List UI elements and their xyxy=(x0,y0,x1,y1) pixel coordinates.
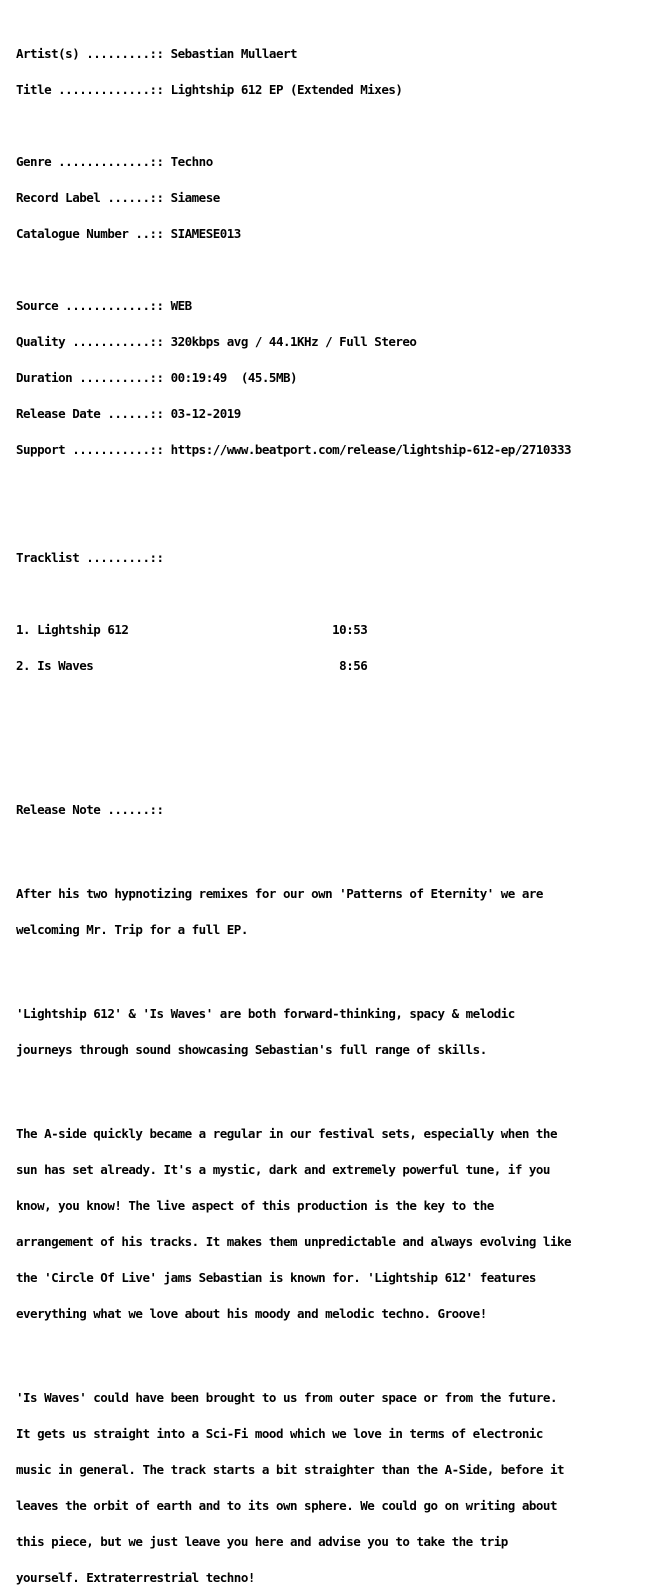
spacer xyxy=(16,1344,571,1356)
nfo-document xyxy=(16,24,571,1596)
note-line: The A-side quickly became a regular in our festival sets, especially when the xyxy=(16,1126,557,1141)
title-line: Title .............:: Lightship 612 EP (Extended Mixes) xyxy=(16,82,403,97)
tracklist-heading: Tracklist .........:: xyxy=(16,550,164,565)
spacer xyxy=(16,768,571,780)
track-row: 1. Lightship 612 10:53 xyxy=(16,622,368,637)
release-date-line: Release Date ......:: 03-12-2019 xyxy=(16,406,241,421)
note-line: welcoming Mr. Trip for a full EP. xyxy=(16,922,248,937)
note-line: yourself. Extraterrestrial techno! xyxy=(16,1570,255,1585)
note-line: music in general. The track starts a bit straighter than the A-Side, before it xyxy=(16,1462,564,1477)
spacer xyxy=(16,696,571,708)
note-line: know, you know! The live aspect of this production is the key to the xyxy=(16,1198,494,1213)
duration-line: Duration ..........:: 00:19:49 (45.5MB) xyxy=(16,370,298,385)
genre-line: Genre .............:: Techno xyxy=(16,154,213,169)
quality-line: Quality ...........:: 320kbps avg / 44.1KHz / Full Stereo xyxy=(16,334,417,349)
track-row: 2. Is Waves 8:56 xyxy=(16,658,368,673)
spacer xyxy=(16,588,571,600)
record-label-line: Record Label ......:: Siamese xyxy=(16,190,220,205)
spacer xyxy=(16,264,571,276)
note-line: the 'Circle Of Live' jams Sebastian is known for. 'Lightship 612' features xyxy=(16,1270,536,1285)
note-line: After his two hypnotizing remixes for our own 'Patterns of Eternity' we are xyxy=(16,886,543,901)
spacer xyxy=(16,732,571,744)
note-line: arrangement of his tracks. It makes them unpredictable and always evolving like xyxy=(16,1234,572,1249)
spacer xyxy=(16,516,571,528)
spacer xyxy=(16,840,571,852)
note-line: journeys through sound showcasing Sebastian's full range of skills. xyxy=(16,1042,487,1057)
spacer xyxy=(16,480,571,492)
note-line: It gets us straight into a Sci-Fi mood which we love in terms of electronic xyxy=(16,1426,543,1441)
spacer xyxy=(16,960,571,972)
note-line: 'Is Waves' could have been brought to us from outer space or from the future. xyxy=(16,1390,557,1405)
release-note-heading: Release Note ......:: xyxy=(16,802,164,817)
spacer xyxy=(16,1080,571,1092)
note-line: leaves the orbit of earth and to its own sphere. We could go on writing about xyxy=(16,1498,557,1513)
source-line: Source ............:: WEB xyxy=(16,298,192,313)
support-line: Support ...........:: https://www.beatport.com/release/lightship-612-ep/2710333 xyxy=(16,442,572,457)
artist-line: Artist(s) .........:: Sebastian Mullaert xyxy=(16,46,298,61)
note-line: this piece, but we just leave you here and advise you to take the trip xyxy=(16,1534,508,1549)
note-line: 'Lightship 612' & 'Is Waves' are both forward-thinking, spacy & melodic xyxy=(16,1006,515,1021)
spacer xyxy=(16,120,571,132)
note-line: everything what we love about his moody and melodic techno. Groove! xyxy=(16,1306,487,1321)
catalogue-number-line: Catalogue Number ..:: SIAMESE013 xyxy=(16,226,241,241)
note-line: sun has set already. It's a mystic, dark and extremely powerful tune, if you xyxy=(16,1162,550,1177)
